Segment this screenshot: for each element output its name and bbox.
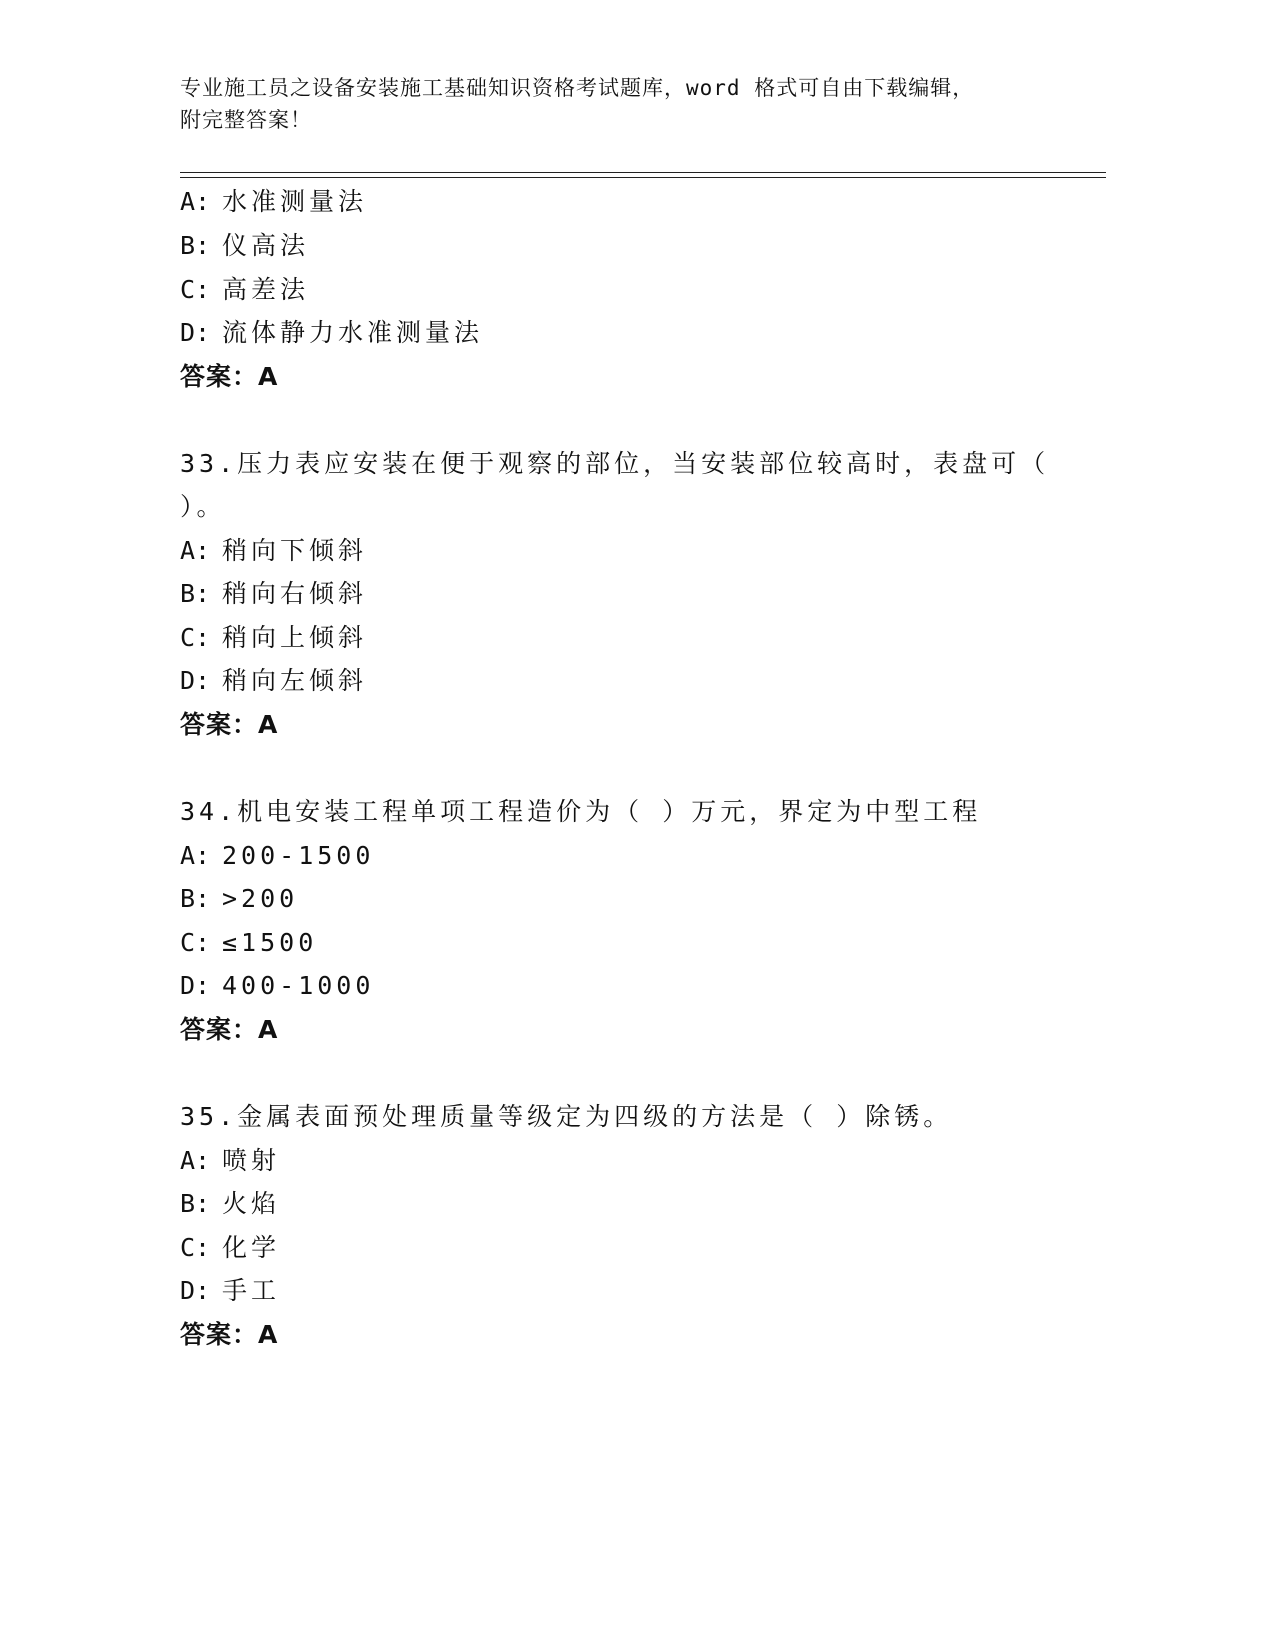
option-text: 稍向右倾斜 xyxy=(222,579,368,608)
q32-option-b xyxy=(180,229,309,263)
option-label: C: xyxy=(180,1233,211,1262)
q35-option-a xyxy=(180,1144,280,1178)
option-text: 火焰 xyxy=(222,1189,281,1218)
q34-stem-line-1: 34.机电安装工程单项工程造价为（ ）万元，界定为中型工程 xyxy=(180,797,982,826)
option-text: 稍向上倾斜 xyxy=(222,623,368,652)
option-label: D: xyxy=(180,318,211,347)
q35-option-c xyxy=(180,1231,280,1265)
option-label: A: xyxy=(180,536,211,565)
option-label: D: xyxy=(180,666,211,695)
option-text: 仪高法 xyxy=(222,231,310,260)
q33-answer: 答案：A xyxy=(180,710,279,739)
option-text: ≤1500 xyxy=(222,928,318,957)
q32-answer: 答案：A xyxy=(180,362,279,391)
option-text: >200 xyxy=(222,884,299,913)
q33-option-c xyxy=(180,621,367,655)
option-label: D: xyxy=(180,1276,211,1305)
option-text: 喷射 xyxy=(222,1146,281,1175)
q34-option-c xyxy=(180,926,317,960)
option-label: B: xyxy=(180,1189,211,1218)
q33-stem-line-1: 33.压力表应安装在便于观察的部位，当安装部位较高时，表盘可（ xyxy=(180,449,1050,478)
option-label: D: xyxy=(180,971,211,1000)
q34-answer: 答案：A xyxy=(180,1015,279,1044)
q35-stem-line-1: 35.金属表面预处理质量等级定为四级的方法是（ ）除锈。 xyxy=(180,1102,953,1131)
q32-option-d xyxy=(180,316,483,350)
q32-option-a xyxy=(180,185,367,219)
header-line-1: 专业施工员之设备安装施工基础知识资格考试题库，word 格式可自由下载编辑， xyxy=(180,76,975,100)
option-label: A: xyxy=(180,1146,211,1175)
q33-option-a xyxy=(180,534,367,568)
option-text: 高差法 xyxy=(222,275,310,304)
header-rule-bottom xyxy=(180,177,1106,178)
option-label: B: xyxy=(180,579,211,608)
q35-option-b xyxy=(180,1187,280,1221)
q35-option-d xyxy=(180,1274,280,1308)
q34-option-a xyxy=(180,839,374,873)
q32-option-c xyxy=(180,273,309,307)
option-text: 化学 xyxy=(222,1233,281,1262)
q33-stem-line-2: ）。 xyxy=(180,492,226,521)
option-text: 稍向左倾斜 xyxy=(222,666,368,695)
option-label: A: xyxy=(180,187,211,216)
q35-answer: 答案：A xyxy=(180,1320,279,1349)
option-text: 400-1000 xyxy=(222,971,375,1000)
document-header xyxy=(180,72,1080,136)
option-text: 200-1500 xyxy=(222,841,375,870)
q33-option-b xyxy=(180,577,367,611)
header-rule-top xyxy=(180,172,1106,173)
header-line-2: 附完整答案！ xyxy=(180,108,312,132)
option-text: 稍向下倾斜 xyxy=(222,536,368,565)
option-label: A: xyxy=(180,841,211,870)
option-text: 手工 xyxy=(222,1276,281,1305)
q34-option-b xyxy=(180,882,298,916)
q33-option-d xyxy=(180,664,367,698)
option-text: 水准测量法 xyxy=(222,187,368,216)
option-label: C: xyxy=(180,623,211,652)
option-label: B: xyxy=(180,231,211,260)
option-label: B: xyxy=(180,884,211,913)
q34-option-d xyxy=(180,969,374,1003)
option-text: 流体静力水准测量法 xyxy=(222,318,484,347)
option-label: C: xyxy=(180,275,211,304)
option-label: C: xyxy=(180,928,211,957)
